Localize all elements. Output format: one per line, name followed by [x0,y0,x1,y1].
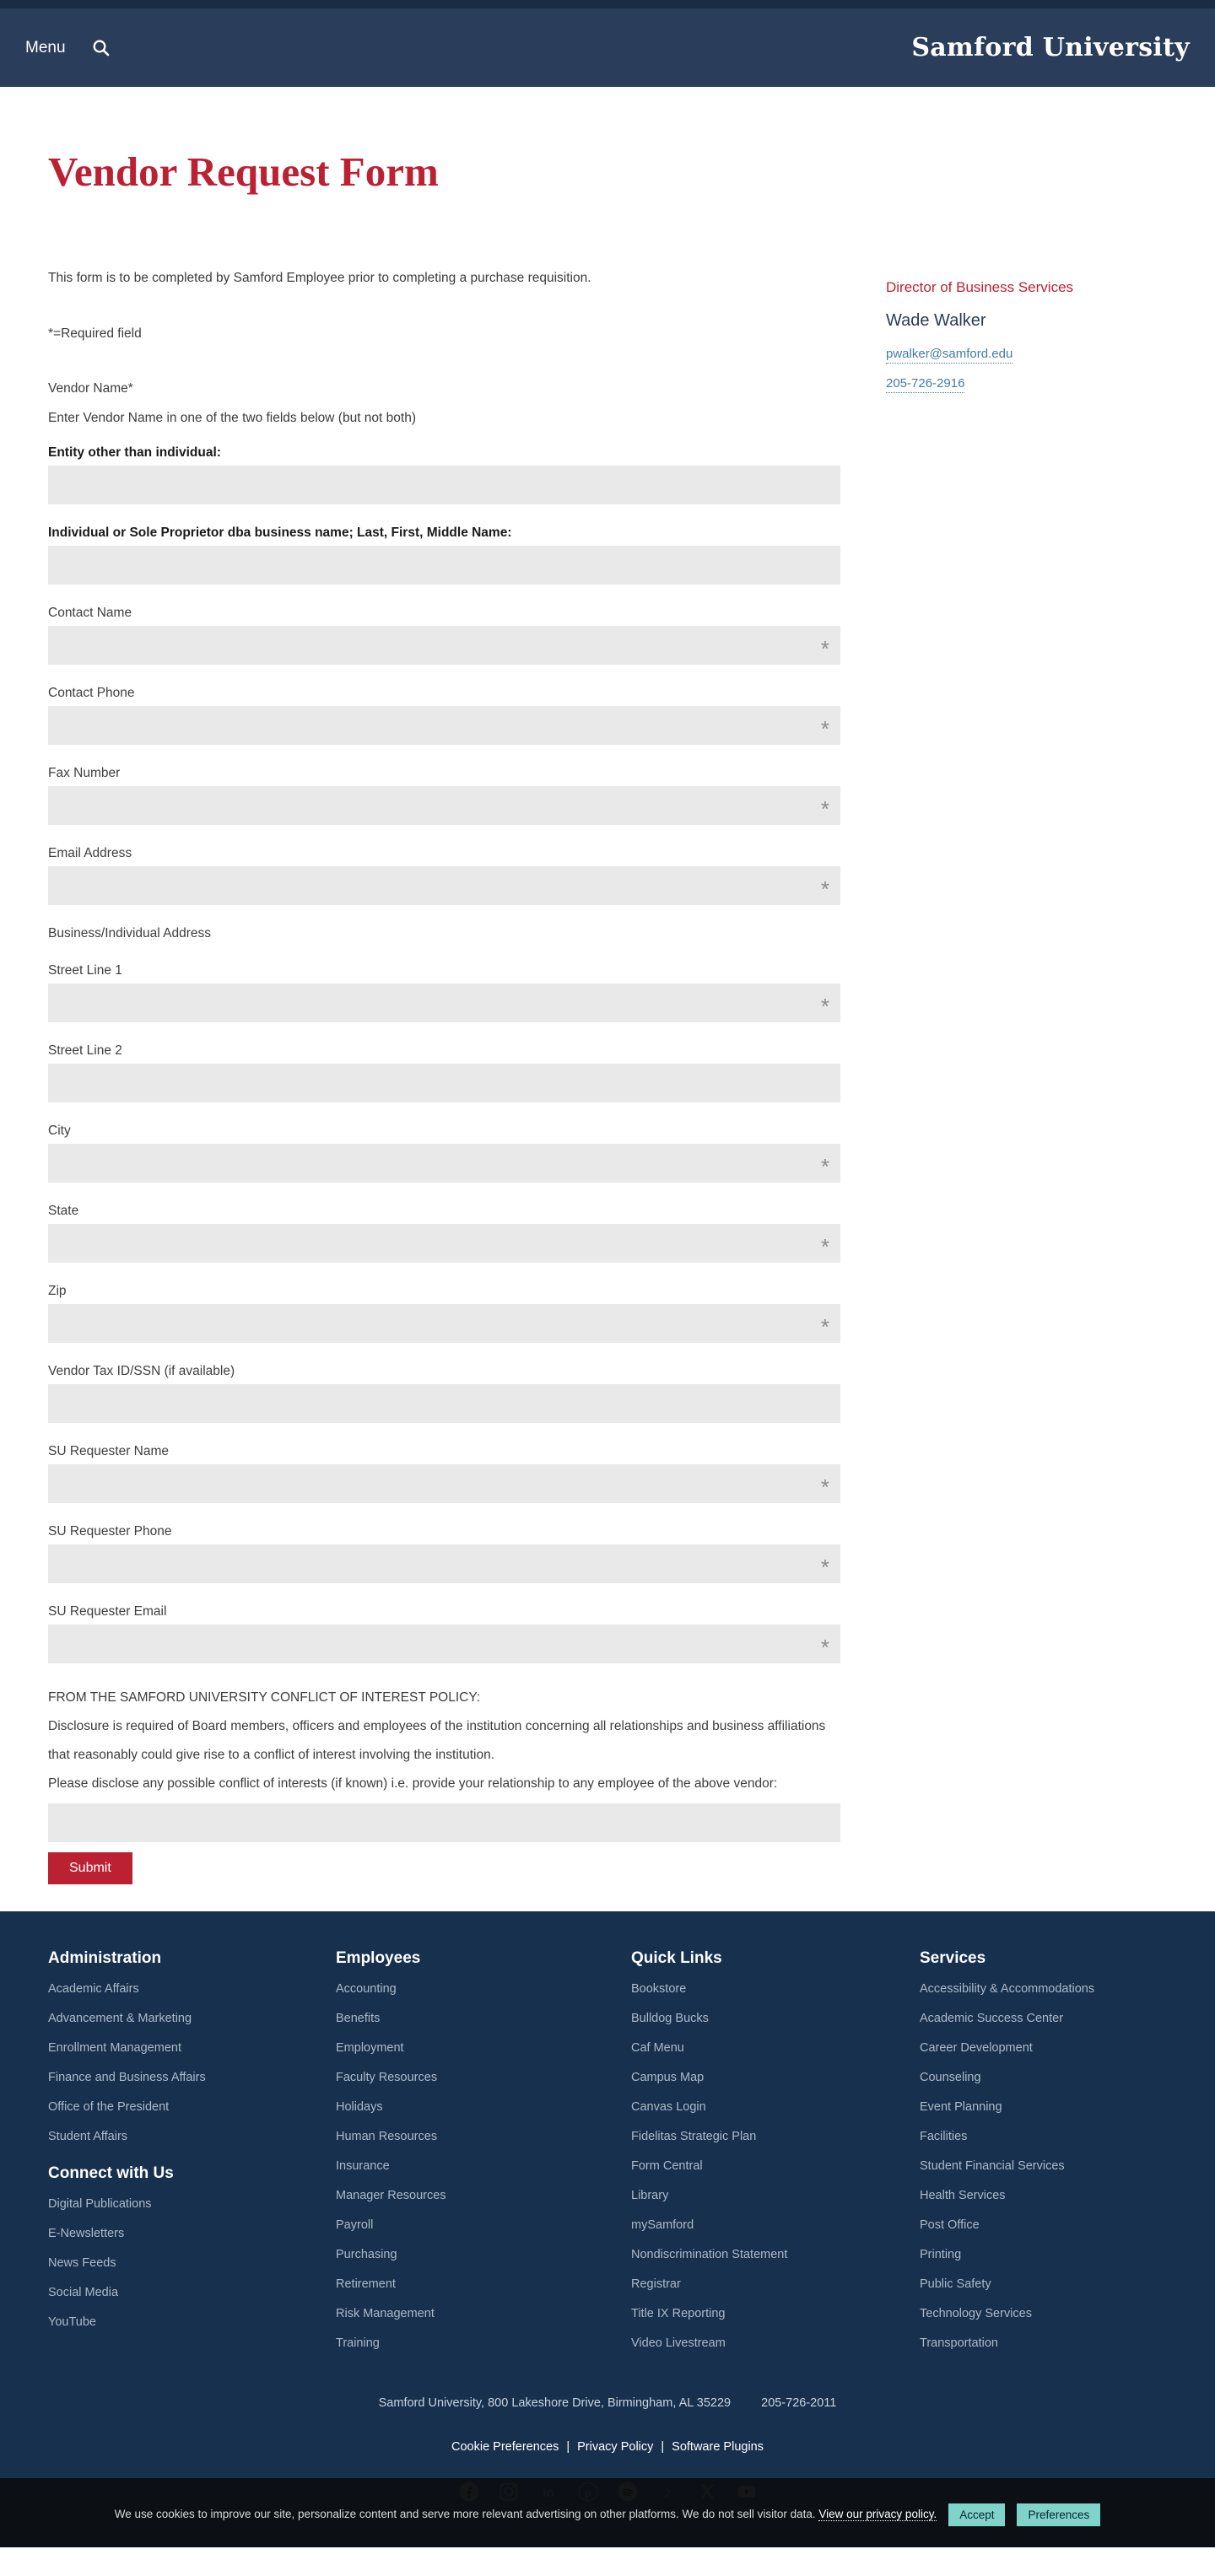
su-requester-email-input[interactable] [48,1625,840,1663]
contact-phone-input[interactable] [48,706,840,745]
individual-dba-name-input[interactable] [48,546,840,585]
field-label-vendor-tax-id: Vendor Tax ID/SSN (if available) [48,1363,235,1378]
footer-link[interactable]: Event Planning [920,2099,1002,2114]
field-row-street-line-1 [48,962,840,1022]
footer-link[interactable]: Bulldog Bucks [631,2011,709,2025]
footer-column [920,1948,1167,2364]
footer-link[interactable]: Advancement & Marketing [48,2011,192,2025]
field-input-email-address [48,866,840,905]
required-asterisk-icon: * [820,1555,829,1581]
required-field-note: *=Required field [48,326,142,341]
footer-link[interactable]: Office of the President [48,2099,170,2114]
required-asterisk-icon: * [820,636,829,662]
footer-address-row [0,2395,1215,2412]
contact-sidebar [886,279,1073,1884]
required-asterisk-icon: * [820,876,829,903]
field-row-contact-name [48,605,840,665]
university-wordmark[interactable]: Samford University [911,33,1190,62]
footer-column-heading: Quick Links [631,1948,722,1967]
site-footer [0,1911,1215,2547]
footer-column [336,1948,631,2364]
contact-name-input[interactable] [48,626,840,665]
contact-title: Director of Business Services [886,279,1074,295]
footer-link[interactable]: Social Media [48,2285,119,2299]
vendor-name-label: Vendor Name* [48,380,133,396]
footer-column [631,1948,920,2364]
street-line-1-input[interactable] [48,984,840,1022]
footer-link[interactable]: Form Central [631,2158,703,2173]
field-row-su-requester-phone [48,1523,840,1583]
legal-link[interactable]: Cookie Preferences [451,2439,559,2454]
vendor-name-help: Enter Vendor Name in one of the two fields below (but not both) [48,410,416,425]
field-input-su-requester-name [48,1464,840,1503]
required-asterisk-icon: * [820,1635,829,1661]
footer-link[interactable]: Counseling [920,2070,981,2084]
footer-link[interactable]: Student Affairs [48,2129,128,2143]
page-title: Vendor Request Form [48,148,439,195]
field-label-su-requester-phone: SU Requester Phone [48,1523,172,1539]
footer-link[interactable]: Academic Success Center [920,2011,1064,2025]
footer-link[interactable]: Canvas Login [631,2099,706,2114]
field-label-business-individual-address: Business/Individual Address [48,925,212,940]
footer-link[interactable]: Holidays [336,2099,383,2114]
field-row-contact-phone [48,685,840,745]
disclose-text: Please disclose any possible conflict of interests (if known) i.e. provide your relationship to any employee of the above vendor: [48,1776,778,1791]
footer-column [48,1948,336,2343]
su-requester-phone-input[interactable] [48,1544,840,1583]
field-label-email-address: Email Address [48,845,132,860]
footer-link[interactable]: Student Financial Services [920,2158,1065,2173]
footer-link[interactable]: Registrar [631,2277,681,2291]
separator: | [661,2439,665,2454]
field-input-conflict-disclosure [48,1803,840,1842]
field-row-state [48,1203,840,1263]
policy-heading: FROM THE SAMFORD UNIVERSITY CONFLICT OF INTEREST POLICY: [48,1689,481,1705]
footer-link[interactable]: Technology Services [920,2306,1032,2320]
street-line-2-input[interactable] [48,1064,840,1102]
conflict-policy-section [48,1684,840,1798]
footer-column-heading: Connect with Us [48,2164,174,2182]
field-row-email-address [48,845,840,905]
site-header [0,0,1215,87]
field-label-zip: Zip [48,1283,67,1298]
accept-cookies-button[interactable]: Accept [948,2503,1005,2526]
footer-link[interactable]: Fidelitas Strategic Plan [631,2129,757,2143]
footer-link[interactable]: Health Services [920,2188,1006,2202]
required-asterisk-icon: * [820,1234,829,1260]
field-label-su-requester-email: SU Requester Email [48,1603,167,1619]
field-input-street-line-1 [48,984,840,1022]
footer-link[interactable]: Post Office [920,2218,980,2232]
vendor-tax-id-input[interactable] [48,1384,840,1423]
contact-name: Wade Walker [886,311,986,330]
vendor-request-form [48,445,840,1663]
required-asterisk-icon: * [820,994,829,1020]
footer-legal-links [0,2439,1215,2455]
field-row-individual-dba-name [48,525,840,585]
footer-link[interactable]: Training [336,2336,380,2350]
field-row-zip [48,1283,840,1343]
field-input-state [48,1224,840,1263]
footer-link[interactable]: Public Safety [920,2277,991,2291]
legal-link[interactable]: Software Plugins [672,2439,764,2454]
field-row-su-requester-email [48,1603,840,1663]
footer-link[interactable]: Career Development [920,2040,1033,2055]
field-row-entity-other-than-individual [48,445,840,504]
footer-link[interactable]: Caf Menu [631,2040,684,2055]
footer-link[interactable]: Benefits [336,2011,381,2025]
footer-column-heading: Services [920,1948,986,1967]
footer-link[interactable]: Manager Resources [336,2188,446,2202]
city-input[interactable] [48,1144,840,1183]
footer-link[interactable]: Enrollment Management [48,2040,181,2055]
footer-link[interactable]: Retirement [336,2277,396,2291]
navbar [0,8,1215,87]
zip-input[interactable] [48,1304,840,1343]
required-asterisk-icon: * [820,1314,829,1340]
main-content [0,87,1215,1911]
footer-link[interactable]: YouTube [48,2315,96,2329]
footer-link[interactable]: Human Resources [336,2129,438,2143]
field-input-zip [48,1304,840,1343]
contact-email-link[interactable]: pwalker@samford.edu [886,347,1012,364]
field-row-street-line-2 [48,1043,840,1102]
field-row-city [48,1123,840,1183]
footer-address: Samford University, 800 Lakeshore Drive, Birmingham, AL 35229 [378,2395,732,2410]
footer-link[interactable]: Risk Management [336,2306,435,2320]
field-input-vendor-tax-id [48,1384,840,1423]
footer-link[interactable]: mySamford [631,2218,694,2232]
footer-link[interactable]: Insurance [336,2158,390,2173]
cookie-message [115,2503,937,2525]
footer-link[interactable]: Nondiscrimination Statement [631,2247,788,2261]
field-label-individual-dba-name: Individual or Sole Proprietor dba business name; Last, First, Middle Name: [48,525,512,540]
privacy-policy-link[interactable]: View our privacy policy. [818,2507,937,2520]
field-input-street-line-2 [48,1064,840,1102]
field-input-contact-name [48,626,840,665]
footer-column-heading: Employees [336,1948,421,1967]
field-label-contact-phone: Contact Phone [48,685,135,700]
footer-phone-link[interactable]: 205-726-2011 [761,2395,837,2410]
legal-link[interactable]: Privacy Policy [577,2439,654,2454]
footer-link[interactable]: Printing [920,2247,962,2261]
contact-phone-link[interactable]: 205-726-2916 [886,376,964,393]
field-label-contact-name: Contact Name [48,605,132,620]
intro-text: This form is to be completed by Samford Employee prior to completing a purchase requisition. [48,270,591,285]
field-label-street-line-1: Street Line 1 [48,962,122,978]
field-label-street-line-2: Street Line 2 [48,1043,122,1058]
cookie-banner [0,2478,1215,2547]
footer-columns [0,1948,1215,2364]
required-asterisk-icon: * [820,716,829,742]
field-input-contact-phone [48,706,840,745]
cookie-preferences-button[interactable]: Preferences [1017,2503,1100,2526]
field-input-su-requester-email [48,1625,840,1663]
field-label-city: City [48,1123,71,1138]
footer-link[interactable]: Payroll [336,2218,374,2232]
state-input[interactable] [48,1224,840,1263]
footer-link[interactable]: Finance and Business Affairs [48,2070,206,2084]
policy-text: Disclosure is required of Board members, officers and employees of the institution concerning all relationships and business affiliations that reasonably could give rise to a conflict of interest involving the institution. [48,1718,826,1762]
required-asterisk-icon: * [820,796,829,822]
field-input-fax-number [48,786,840,825]
footer-link[interactable]: E-Newsletters [48,2226,125,2240]
footer-link[interactable]: Title IX Reporting [631,2306,726,2320]
entity-other-than-individual-input[interactable] [48,466,840,504]
required-asterisk-icon: * [820,1154,829,1180]
footer-link[interactable]: Library [631,2188,669,2202]
footer-link[interactable]: News Feeds [48,2255,116,2270]
field-label-entity-other-than-individual: Entity other than individual: [48,445,221,460]
footer-link[interactable]: Transportation [920,2336,998,2350]
top-strip [0,0,1215,8]
su-requester-name-input[interactable] [48,1464,840,1503]
field-label-fax-number: Fax Number [48,765,121,780]
submit-button[interactable]: Submit [48,1852,132,1884]
menu-button[interactable]: Menu [25,38,66,57]
footer-link[interactable]: Faculty Resources [336,2070,438,2084]
form-column [48,87,840,1884]
footer-link[interactable]: Accounting [336,1981,397,1996]
field-row-vendor-tax-id [48,1363,840,1423]
footer-link[interactable]: Video Livestream [631,2336,726,2350]
footer-column-heading: Administration [48,1948,162,1967]
cookie-message-text: We use cookies to improve our site, personalize content and serve more relevant advertising on other platforms. We do not sell visitor data. [114,2507,816,2520]
separator: | [566,2439,570,2454]
footer-link[interactable]: Academic Affairs [48,1981,139,1996]
footer-link[interactable]: Employment [336,2040,404,2055]
footer-link[interactable]: Purchasing [336,2247,397,2261]
footer-link[interactable]: Accessibility & Accommodations [920,1981,1095,1996]
field-label-state: State [48,1203,79,1218]
footer-link[interactable]: Campus Map [631,2070,705,2084]
footer-link[interactable]: Digital Publications [48,2196,152,2211]
field-row-su-requester-name [48,1443,840,1503]
search-icon[interactable] [91,38,111,58]
field-input-individual-dba-name [48,546,840,585]
field-row-business-individual-address [48,925,840,942]
field-input-city [48,1144,840,1183]
fax-number-input[interactable] [48,786,840,825]
field-label-su-requester-name: SU Requester Name [48,1443,170,1458]
footer-link[interactable]: Facilities [920,2129,968,2143]
field-input-su-requester-phone [48,1544,840,1583]
field-input-entity-other-than-individual [48,466,840,504]
field-row-fax-number [48,765,840,825]
footer-link[interactable]: Bookstore [631,1981,687,1996]
email-address-input[interactable] [48,866,840,905]
required-asterisk-icon: * [820,1474,829,1501]
conflict-disclosure-input[interactable] [48,1803,840,1842]
